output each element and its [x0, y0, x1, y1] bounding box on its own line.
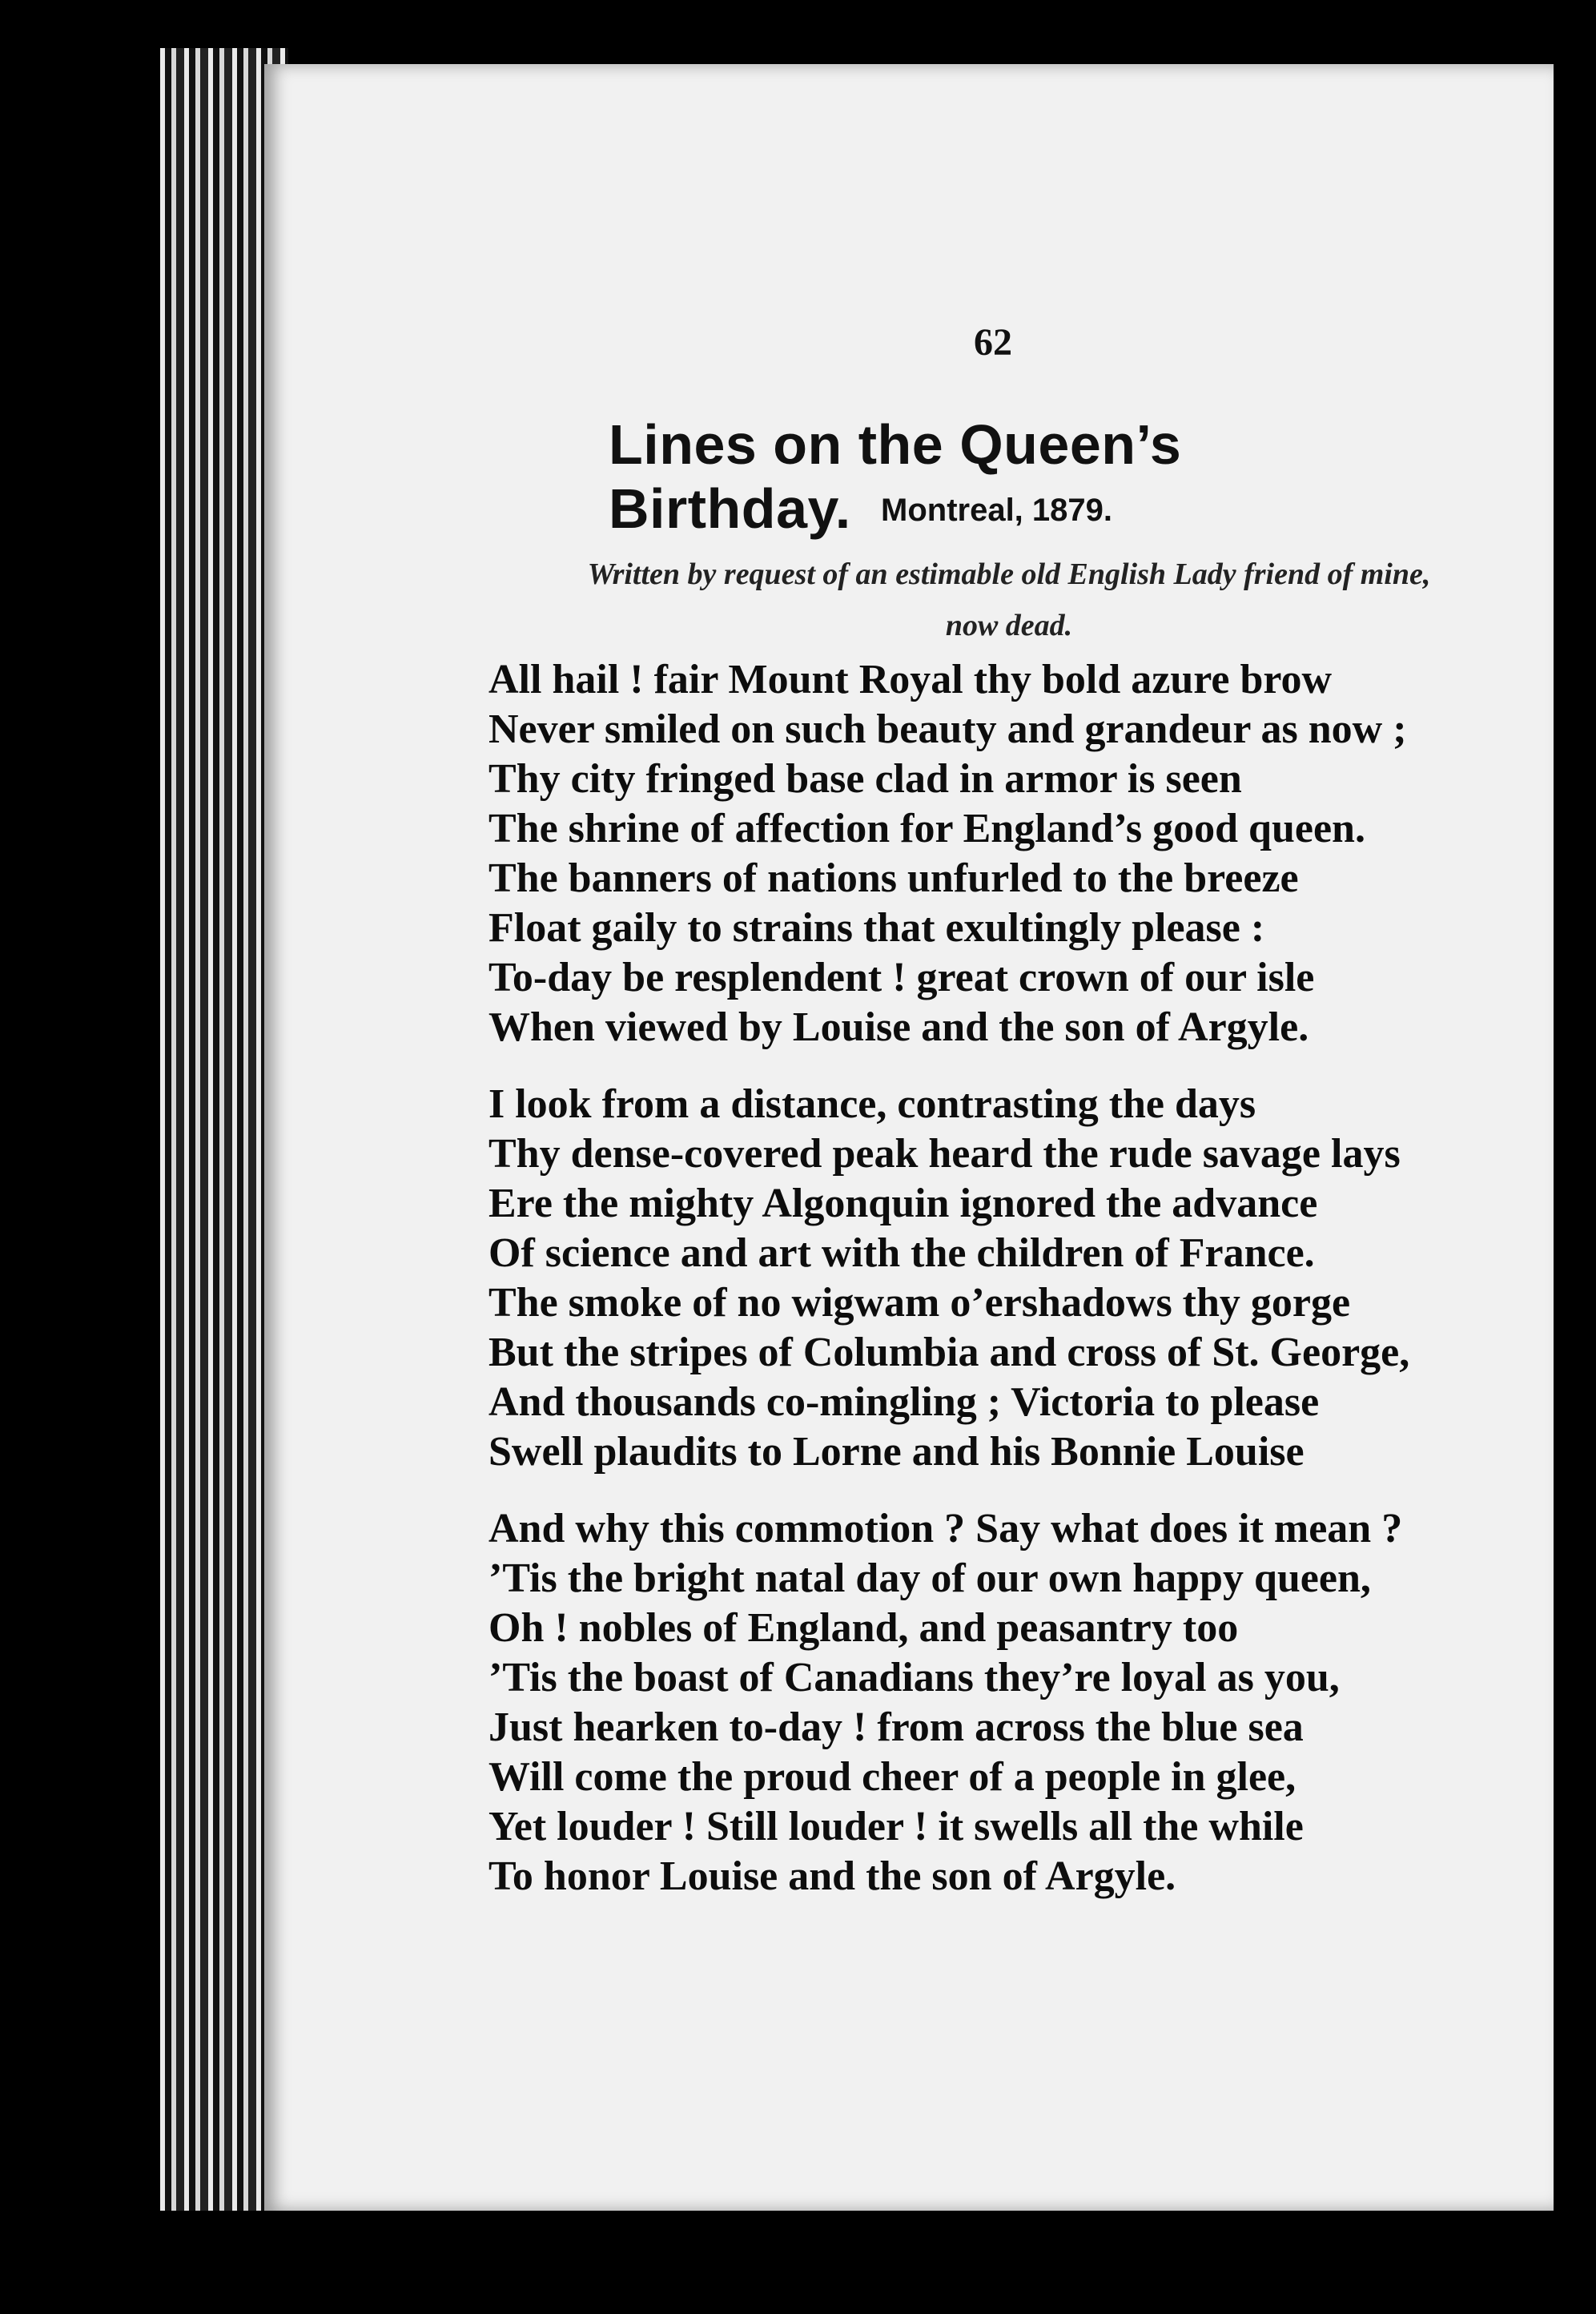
- poem-line: I look from a distance, contrasting the days: [488, 1081, 1256, 1127]
- poem-line: And thousands co-mingling ; Victoria to please: [488, 1379, 1320, 1425]
- poem-line: The smoke of no wigwam o’ershadows thy gorge: [488, 1280, 1351, 1326]
- poem-line: Of science and art with the children of France.: [488, 1230, 1315, 1276]
- poem-line: Ere the mighty Algonquin ignored the advance: [488, 1181, 1318, 1226]
- poem-title: Lines on the Queen’s Birthday.: [609, 413, 1182, 540]
- poem-line: To-day be resplendent ! great crown of our isle: [488, 955, 1315, 1000]
- poem-line: When viewed by Louise and the son of Argyle.: [488, 1004, 1309, 1050]
- stanza-1: [488, 655, 1522, 1052]
- poem-line: Will come the proud cheer of a people in glee,: [488, 1754, 1296, 1800]
- poem-line: And why this commotion ? Say what does it mean ?: [488, 1506, 1403, 1551]
- poem-line: Just hearken to-day ! from across the blue sea: [488, 1704, 1304, 1750]
- dedication-line: Written by request of an estimable old English Lady friend of mine,: [587, 557, 1431, 591]
- poem-line: To honor Louise and the son of Argyle.: [488, 1853, 1176, 1899]
- poem-line: ’Tis the boast of Canadians they’re loyal as you,: [488, 1655, 1340, 1700]
- poem-line: Yet louder ! Still louder ! it swells all the while: [488, 1804, 1304, 1849]
- poem-body: [488, 655, 1522, 1929]
- page-number: 62: [974, 321, 1012, 364]
- dedication-note: [505, 549, 1514, 651]
- poem-line: Float gaily to strains that exultingly please :: [488, 905, 1265, 951]
- stanza-3: [488, 1504, 1522, 1902]
- poem-line: The banners of nations unfurled to the breeze: [488, 855, 1299, 901]
- poem-line: Never smiled on such beauty and grandeur as now ;: [488, 706, 1407, 752]
- poem-line: But the stripes of Columbia and cross of St. George,: [488, 1330, 1410, 1375]
- poem-line: All hail ! fair Mount Royal thy bold azure brow: [488, 657, 1333, 702]
- stanza-2: [488, 1080, 1522, 1477]
- poem-line: Oh ! nobles of England, and peasantry too: [488, 1605, 1239, 1651]
- poem-line: The shrine of affection for England’s good queen.: [488, 806, 1365, 851]
- poem-line: Swell plaudits to Lorne and his Bonnie Louise: [488, 1429, 1305, 1475]
- poem-line: ’Tis the bright natal day of our own happy queen,: [488, 1555, 1371, 1601]
- place-date: Montreal, 1879.: [881, 493, 1113, 528]
- dedication-line: now dead.: [945, 609, 1073, 642]
- poem-line: Thy dense-covered peak heard the rude savage lays: [488, 1131, 1401, 1177]
- poem-line: Thy city fringed base clad in armor is seen: [488, 756, 1242, 802]
